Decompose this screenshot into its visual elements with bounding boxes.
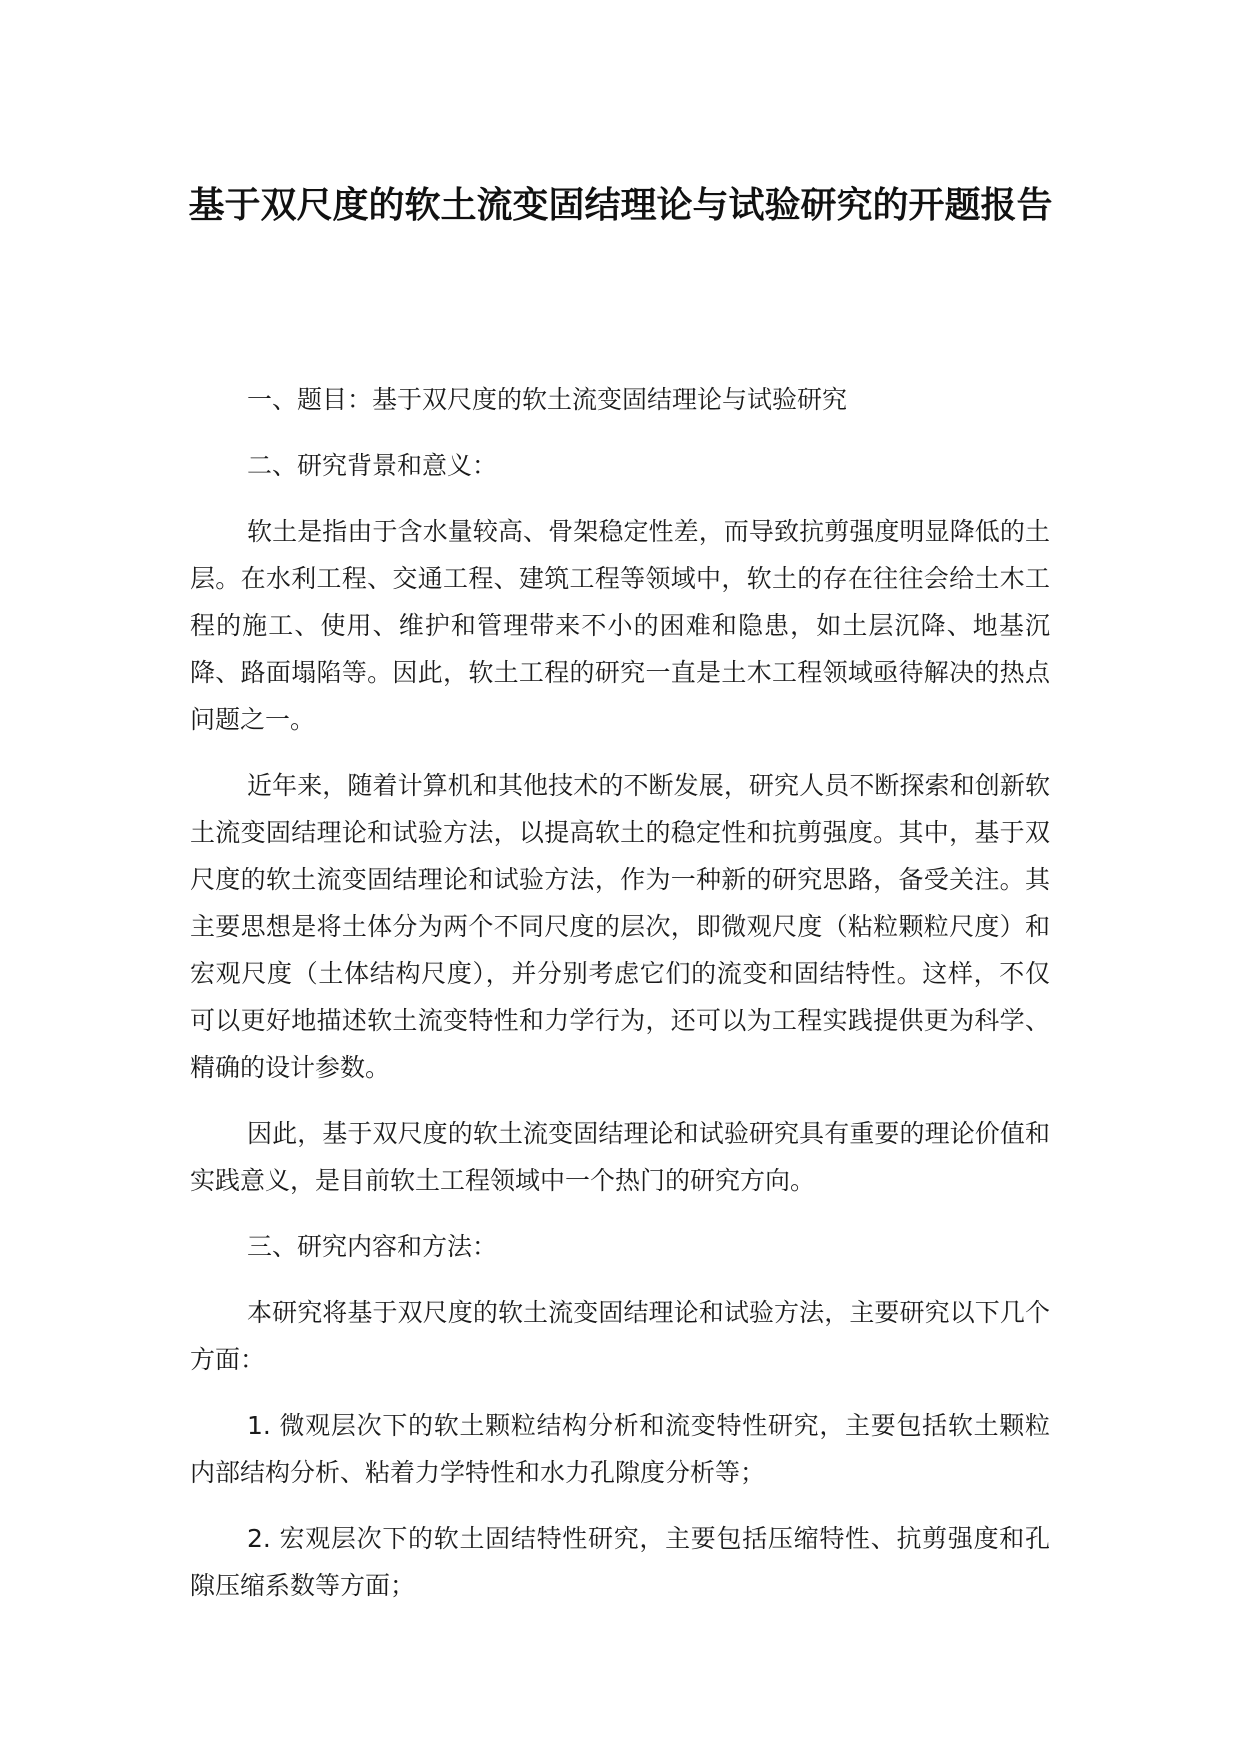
section-heading-content-methods: 三、研究内容和方法： xyxy=(247,1232,498,1261)
paragraph-soft-soil-definition: 软土是指由于含水量较高、骨架稳定性差，而导致抗剪强度明显降低的土层。在水利工程、交通工程、建筑工程等领域中，软土的存在往往会给土木工程的施工、使用、维护和管理带来不小的困难和隐患，如土层沉降、地基沉降、路面塌陷等。因此，软土工程的研究一直是土木工程领域亟待解决的热点问题之一。 xyxy=(190,517,1050,734)
list-item-macro-level: 2. 宏观层次下的软土固结特性研究，主要包括压缩特性、抗剪强度和孔隙压缩系数等方面； xyxy=(190,1524,1050,1600)
topic-line: 一、题目：基于双尺度的软土流变固结理论与试验研究 xyxy=(247,385,848,414)
document-title: 基于双尺度的软土流变固结理论与试验研究的开题报告 xyxy=(188,185,1053,226)
list-item-micro-level: 1. 微观层次下的软土颗粒结构分析和流变特性研究，主要包括软土颗粒内部结构分析、粘着力学特性和水力孔隙度分析等； xyxy=(190,1411,1050,1487)
paragraph-research-intro: 本研究将基于双尺度的软土流变固结理论和试验方法，主要研究以下几个方面： xyxy=(190,1298,1050,1374)
paragraph-significance: 因此，基于双尺度的软土流变固结理论和试验研究具有重要的理论价值和实践意义，是目前软土工程领域中一个热门的研究方向。 xyxy=(190,1119,1050,1195)
paragraph-recent-research: 近年来，随着计算机和其他技术的不断发展，研究人员不断探索和创新软土流变固结理论和试验方法，以提高软土的稳定性和抗剪强度。其中，基于双尺度的软土流变固结理论和试验方法，作为一种新的研究思路，备受关注。其主要思想是将土体分为两个不同尺度的层次，即微观尺度（粘粒颗粒尺度）和宏观尺度（土体结构尺度），并分别考虑它们的流变和固结特性。这样，不仅可以更好地描述软土流变特性和力学行为，还可以为工程实践提供更为科学、精确的设计参数。 xyxy=(190,771,1050,1082)
section-heading-background: 二、研究背景和意义： xyxy=(247,451,498,480)
document-body xyxy=(190,376,1050,1628)
